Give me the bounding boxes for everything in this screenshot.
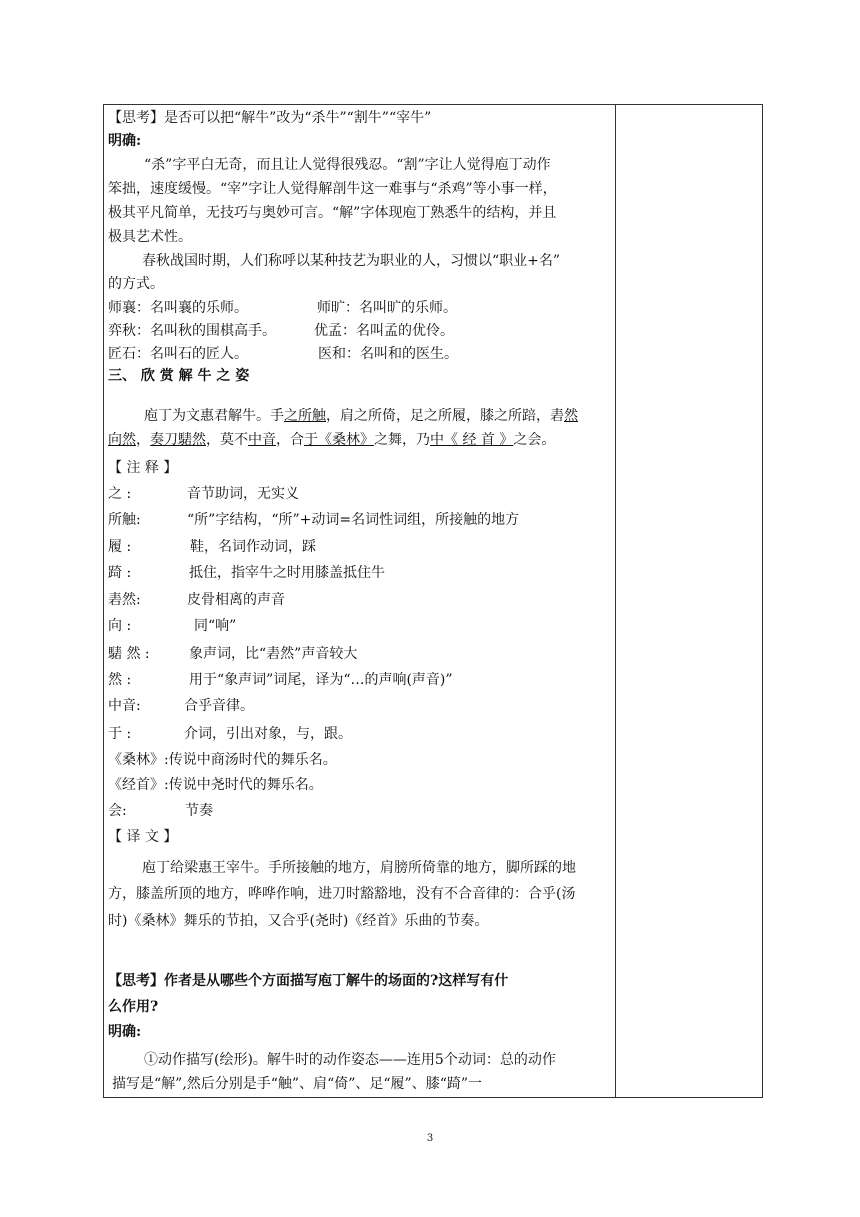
note-desc: 象声词，比“砉然”声音较大 [189,646,358,662]
custom-line: 春秋战国时期，人们称呼以某种技艺为职业的人，习惯以“职业+名” [142,253,561,269]
notes-heading: 【 注 释 】 [108,460,178,476]
text-segment: 之会。 [513,432,556,448]
translation-line: 时)《桑林》舞乐的节拍，又合乎(尧时)《经首》乐曲的节奏。 [108,913,489,929]
note-desc: 音节助词，无实义 [187,486,299,502]
underlined-segment: 然 [564,408,578,424]
text-segment: ，合 [276,432,304,448]
answer-line: 描写是“解”,然后分别是手“触”、肩“倚”、足“履”、膝“踦”一 [112,1076,483,1092]
underlined-segment: 向然 [108,432,136,448]
text-segment: ，肩之所倚，足之所履，膝之所踣，砉 [326,408,564,424]
note-desc: “所”字结构，“所”+动词=名词性词组，所接触的地方 [187,512,520,528]
translation-heading: 【 译 文 】 [108,829,178,845]
name-left: 匠石：名叫石的匠人。 [108,346,248,362]
answer-line: “杀”字平白无奇，而且让人觉得很残忍。“割”字让人觉得庖丁动作 [144,157,551,173]
note-desc: 节奏 [185,803,213,819]
think-label: 【思考】 [108,110,164,126]
note-term: 所触: [108,512,141,528]
think2-question: 【思考】作者是从哪些个方面描写庖丁解牛的场面的?这样写有什 [108,973,509,989]
table-column-divider [615,104,616,1098]
name-left: 师襄：名叫襄的乐师。 [108,300,248,316]
note-desc: 抵住，指宰牛之时用膝盖抵住牛 [189,565,385,581]
note-term: 砉然: [108,592,141,608]
note-desc: 同“响” [194,618,237,634]
underlined-segment: 中《 经 首 》 [430,432,514,448]
text-line [108,430,555,450]
note-desc: 介词，引出对象，与，跟。 [184,726,352,742]
note-desc: 用于“象声词”词尾，译为“…的声响(声音)” [189,672,453,688]
text-segment: 庖丁为文惠君解牛。手 [144,408,284,424]
name-left: 弈秋：名叫秋的围棋高手。 [108,323,276,339]
answer-line: 极具艺术性。 [108,229,192,245]
name-right: 医和：名叫和的医生。 [318,346,458,362]
note-inline: 《桑林》:传说中商汤时代的舞乐名。 [108,752,337,768]
answer-line: 笨拙，速度缓慢。“宰”字让人觉得解剖牛这一难事与“杀鸡”等小事一样， [108,181,557,197]
note-term: 中音: [108,698,141,714]
text-segment: ，莫不 [206,432,248,448]
think-question-text: 是否可以把“解牛”改为“杀牛”“割牛”“宰牛” [164,110,432,126]
answer-label: 明确: [108,1024,142,1040]
translation-line: 庖丁给梁惠王宰牛。手所接触的地方，肩膀所倚靠的地方，脚所踩的地 [142,860,576,876]
text-segment: ， [136,432,150,448]
note-desc: 合乎音律。 [184,698,254,714]
answer-line: 极其平凡简单，无技巧与奥妙可言。“解”字体现庖丁熟悉牛的结构，并且 [108,205,557,221]
answer-label: 明确: [108,133,142,149]
think2-question-cont: 么作用? [108,999,159,1015]
translation-line: 方，膝盖所顶的地方，哗哗作响，进刀时豁豁地，没有不合音律的：合乎(汤 [108,886,576,902]
note-term: 然 : [108,672,132,688]
name-right: 师旷：名叫旷的乐师。 [317,300,457,316]
custom-line: 的方式。 [108,276,164,292]
underlined-segment: 之所触 [284,408,326,424]
note-term: 会: [108,803,127,819]
section-heading: 三、 欣 赏 解 牛 之 姿 [108,368,250,384]
underlined-segment: 奏刀騞然 [150,432,206,448]
note-term: 騞 然 : [108,646,150,662]
underlined-segment: 中音 [248,432,276,448]
note-term: 踦 : [108,565,132,581]
page-number: 3 [426,1133,434,1144]
note-desc: 皮骨相离的声音 [187,592,285,608]
underlined-segment: 于《桑林》 [304,432,374,448]
note-inline: 《经首》:传说中尧时代的舞乐名。 [108,777,323,793]
name-right: 优孟：名叫孟的优伶。 [314,323,454,339]
note-term: 之 : [108,486,132,502]
text-line [144,406,578,426]
note-term: 于 : [108,726,132,742]
note-term: 向 : [108,618,132,634]
answer-line: ①动作描写(绘形)。解牛时的动作姿态——连用5个动词：总的动作 [144,1052,556,1068]
note-term: 履 : [108,539,132,555]
note-desc: 鞋，名词作动词，踩 [190,539,316,555]
text-segment: 之舞，乃 [374,432,430,448]
think1-question [108,108,431,128]
